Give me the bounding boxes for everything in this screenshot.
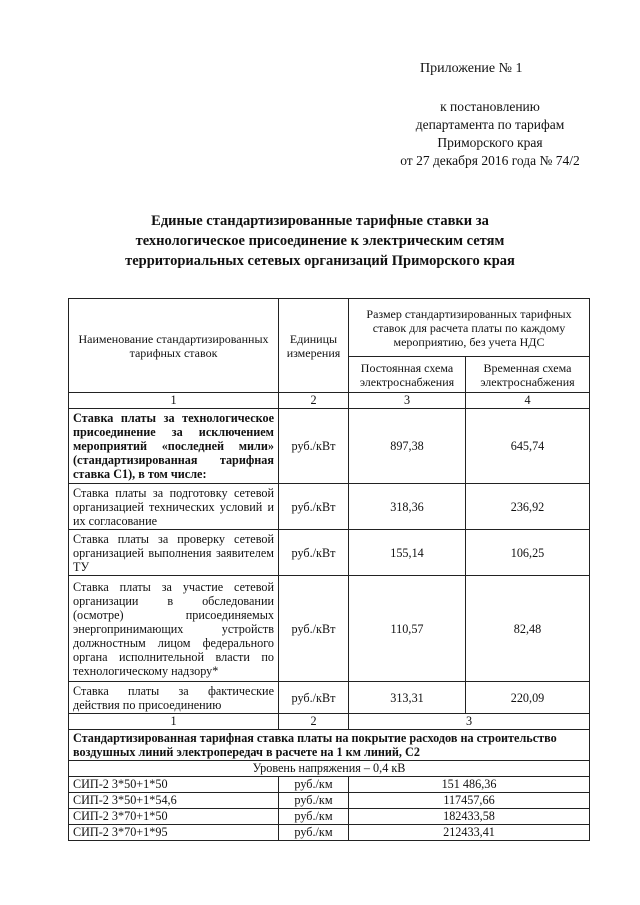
header-temporary: Временная схема электроснабжения <box>466 357 590 393</box>
header-name: Наименование стандартизированных тарифных ставок <box>69 299 279 393</box>
table-row <box>69 793 590 809</box>
row-name: Ставка платы за технологическое присоединение за исключением мероприятий «последней мили» (стандартизированная тарифная ставка С1), в том числе: <box>69 409 279 484</box>
header-permanent: Постоянная схема электроснабжения <box>349 357 466 393</box>
cable-name: СИП-2 3*70+1*95 <box>69 825 279 841</box>
row-temporary: 645,74 <box>466 409 590 484</box>
row-temporary: 82,48 <box>466 576 590 682</box>
column-number: 3 <box>349 714 590 730</box>
cable-unit: руб./км <box>279 809 349 825</box>
document-title-line-3: территориальных сетевых организаций Приморского края <box>125 253 515 269</box>
table-row <box>69 825 590 841</box>
voltage-level: Уровень напряжения – 0,4 кВ <box>69 761 590 777</box>
row-permanent: 155,14 <box>349 530 466 576</box>
column-number-row <box>69 714 590 730</box>
row-permanent: 313,31 <box>349 682 466 714</box>
appendix-line-1: к постановлению <box>440 99 540 114</box>
row-temporary: 106,25 <box>466 530 590 576</box>
row-name: Ставка платы за проверку сетевой организацией выполнения заявителем ТУ <box>69 530 279 576</box>
column-number: 1 <box>69 393 279 409</box>
column-number: 4 <box>466 393 590 409</box>
cable-unit: руб./км <box>279 777 349 793</box>
appendix-line-4: от 27 декабря 2016 года № 74/2 <box>400 153 580 168</box>
row-unit: руб./кВт <box>279 682 349 714</box>
table-row <box>69 809 590 825</box>
cable-value: 212433,41 <box>349 825 590 841</box>
table-row <box>69 682 590 714</box>
table-row <box>69 409 590 484</box>
row-permanent: 318,36 <box>349 484 466 530</box>
column-number: 3 <box>349 393 466 409</box>
cable-value: 151 486,36 <box>349 777 590 793</box>
appendix-line-3: Приморского края <box>437 135 543 150</box>
cable-name: СИП-2 3*50+1*54,6 <box>69 793 279 809</box>
section2-title: Стандартизированная тарифная ставка платы на покрытие расходов на строительство воздушных линий электропередач в расчете на 1 км линий, С2 <box>69 730 590 761</box>
cable-unit: руб./км <box>279 793 349 809</box>
table-row <box>69 484 590 530</box>
table-row <box>69 530 590 576</box>
row-unit: руб./кВт <box>279 409 349 484</box>
appendix-line-2: департамента по тарифам <box>415 117 565 132</box>
row-name: Ставка платы за фактические действия по присоединению <box>69 682 279 714</box>
row-unit: руб./кВт <box>279 484 349 530</box>
row-temporary: 236,92 <box>466 484 590 530</box>
column-number: 2 <box>279 714 349 730</box>
cable-unit: руб./км <box>279 825 349 841</box>
header-unit: Единицы измерения <box>279 299 349 393</box>
voltage-row <box>69 761 590 777</box>
column-number: 2 <box>279 393 349 409</box>
document-title-line-1: Единые стандартизированные тарифные ставки за <box>151 213 489 229</box>
row-unit: руб./кВт <box>279 530 349 576</box>
column-number-row <box>69 393 590 409</box>
row-permanent: 897,38 <box>349 409 466 484</box>
document-title-line-2: технологическое присоединение к электрическим сетям <box>135 233 505 249</box>
section-title-row <box>69 730 590 761</box>
cable-value: 117457,66 <box>349 793 590 809</box>
row-permanent: 110,57 <box>349 576 466 682</box>
header-size: Размер стандартизированных тарифных ставок для расчета платы по каждому мероприятию, без учета НДС <box>349 299 590 357</box>
tariff-table <box>68 298 590 841</box>
cable-value: 182433,58 <box>349 809 590 825</box>
row-name: Ставка платы за подготовку сетевой организацией технических условий и их согласование <box>69 484 279 530</box>
appendix-title: Приложение № 1 <box>420 61 523 76</box>
cable-name: СИП-2 3*70+1*50 <box>69 809 279 825</box>
column-number: 1 <box>69 714 279 730</box>
row-temporary: 220,09 <box>466 682 590 714</box>
cable-name: СИП-2 3*50+1*50 <box>69 777 279 793</box>
table-row <box>69 576 590 682</box>
row-name: Ставка платы за участие сетевой организации в обследовании (осмотре) присоединяемых энергопринимающих устройств должностным лицом федерального органа исполнительной власти по технологическому надзору* <box>69 576 279 682</box>
document-title <box>90 211 550 271</box>
table-row <box>69 777 590 793</box>
row-unit: руб./кВт <box>279 576 349 682</box>
